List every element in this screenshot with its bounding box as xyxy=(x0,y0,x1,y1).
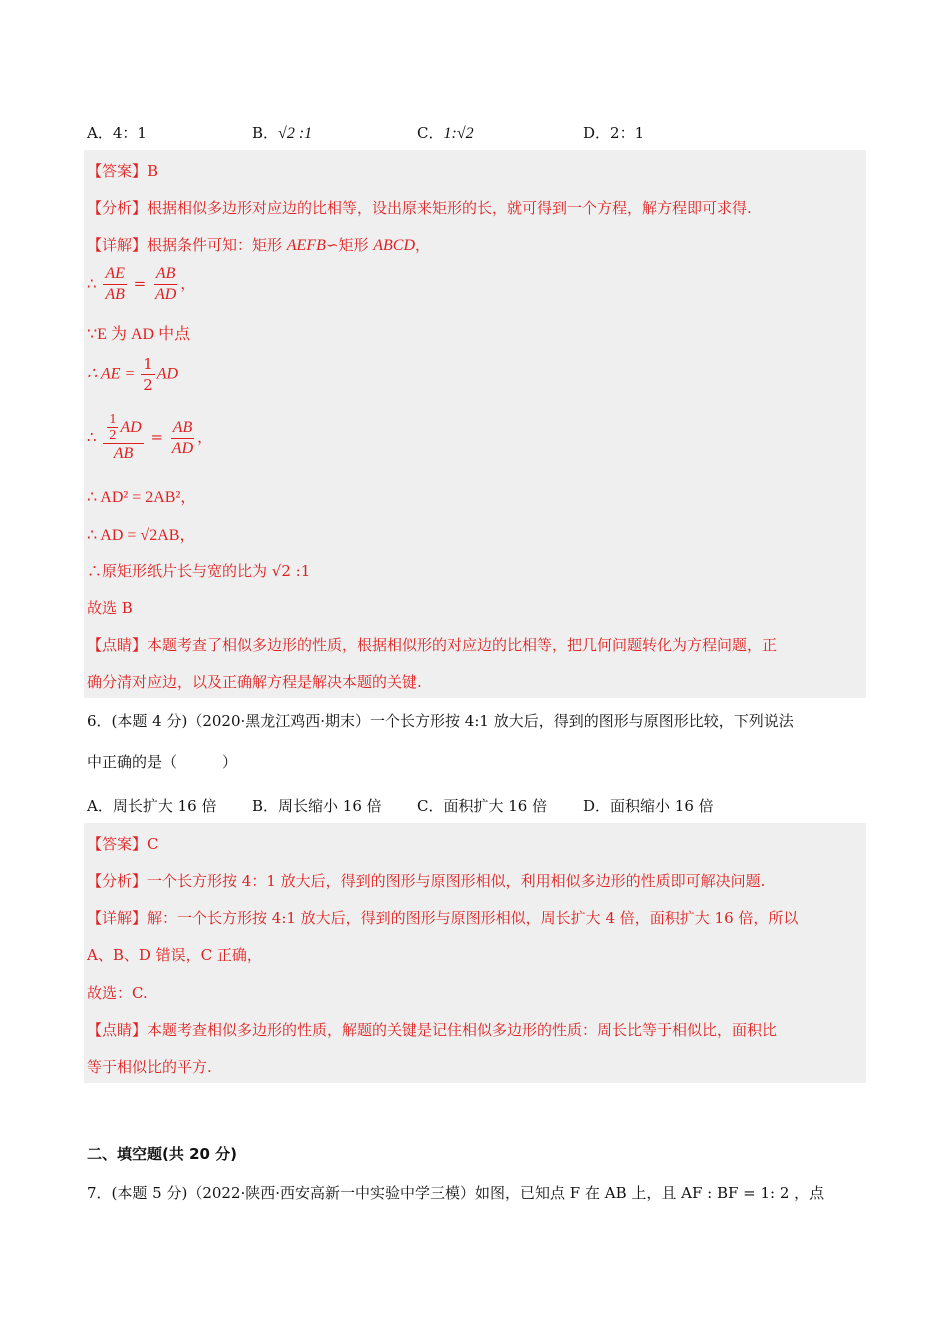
equals-sign: = xyxy=(150,428,164,446)
therefore-symbol: ∴ xyxy=(87,274,97,293)
q5-option-c-prefix: C． xyxy=(417,124,444,142)
q6-analysis: 【分析】一个长方形按 4：1 放大后，得到的图形与原图形相似，利用相似多边形的性质即可解决问题. xyxy=(87,872,766,890)
q5-detail-math-1: AEFB xyxy=(286,237,326,254)
q5-detail-sim: ∽矩形 xyxy=(325,236,374,254)
q6-option-d: D．面积缩小 16 倍 xyxy=(583,797,714,815)
q6-option-b: B．周长缩小 16 倍 xyxy=(252,797,382,815)
q5-analysis: 【分析】根据相似多边形对应边的比相等，设出原来矩形的长，就可得到一个方程，解方程即可求得. xyxy=(87,199,752,217)
equals-sign: = xyxy=(133,274,147,293)
q5-option-d: D．2：1 xyxy=(583,124,645,142)
denominator: AD xyxy=(171,439,194,457)
q5-option-b-prefix: B． xyxy=(252,124,279,142)
q6-stem-line-2: 中正确的是（ ） xyxy=(87,753,238,771)
q5-step3 xyxy=(87,354,178,395)
q5-option-c xyxy=(417,122,474,143)
q5-option-b xyxy=(252,122,312,143)
q7-stem-line-1: 7．(本题 5 分)（2022·陕西·西安高新一中实验中学三模）如图，已知点 F 在 AB 上，且 AF : BF = 1: 2 ，点 xyxy=(87,1184,825,1202)
q5-detail-math-2: ABCD xyxy=(373,237,415,254)
q6-detail-line-1: 【详解】解：一个长方形按 4:1 放大后，得到的图形与原图形相似，周长扩大 4 倍，面积扩大 16 倍，所以 xyxy=(87,909,799,927)
q6-comment-line-2: 等于相似比的平方. xyxy=(87,1058,212,1076)
q5-step5: ∴ AD² = 2AB²， xyxy=(87,489,197,506)
comma: ， xyxy=(197,428,213,446)
q6-option-c: C．面积扩大 16 倍 xyxy=(417,797,548,815)
q6-option-a: A．周长扩大 16 倍 xyxy=(87,797,217,815)
fraction-ab-ad xyxy=(170,418,195,459)
denominator: AB xyxy=(113,445,134,462)
q6-choose: 故选：C. xyxy=(87,984,148,1002)
q5-comment-line-1: 【点睛】本题考查了相似多边形的性质，根据相似形的对应边的比相等，把几何问题转化为方程问题，正 xyxy=(87,636,778,654)
numerator-ad: AD xyxy=(120,418,142,436)
denominator: AB xyxy=(105,286,125,303)
q5-step6: ∴ AD = √2AB， xyxy=(87,527,196,544)
inner-denominator: 2 xyxy=(109,428,117,443)
denominator: AD xyxy=(155,286,177,303)
numerator: 1 xyxy=(143,355,153,373)
q6-detail-line-2: A、B、D 错误，C 正确， xyxy=(87,946,262,964)
fraction-ae-ab xyxy=(103,264,127,305)
q5-answer: 【答案】B xyxy=(87,162,159,180)
q6-stem-line-1: 6．(本题 4 分)（2020·黑龙江鸡西·期末）一个长方形按 4:1 放大后，得到的图形与原图形比较，下列说法 xyxy=(87,712,794,730)
q5-choose: 故选 B xyxy=(87,599,133,617)
fraction-half xyxy=(141,354,155,395)
q6-answer: 【答案】C xyxy=(87,835,159,853)
q5-step2: ∵E 为 AD 中点 xyxy=(87,326,191,343)
fraction-ab-ad xyxy=(153,264,178,305)
numerator xyxy=(103,412,143,444)
therefore-symbol: ∴ xyxy=(87,428,97,446)
q5-detail-prefix: 【详解】根据条件可知：矩形 xyxy=(87,236,287,254)
inner-fraction xyxy=(107,412,118,443)
q5-detail xyxy=(87,234,430,255)
step3-prefix: ∴ AE = xyxy=(87,365,140,383)
section-title: 二、填空题(共 20 分) xyxy=(87,1145,238,1163)
q5-step7: ∴原矩形纸片长与宽的比为 √2 :1 xyxy=(87,562,311,580)
q5-detail-suffix: ， xyxy=(415,236,431,254)
q5-comment-line-2: 确分清对应边，以及正确解方程是解决本题的关键. xyxy=(87,673,422,691)
inner-numerator: 1 xyxy=(109,412,117,427)
q5-option-b-math: √2 :1 xyxy=(278,125,313,142)
numerator: AE xyxy=(103,264,127,285)
fraction-half-ad-over-ab xyxy=(103,412,143,464)
numerator: AB xyxy=(154,264,178,285)
denominator: 2 xyxy=(143,376,153,394)
step3-suffix: AD xyxy=(156,365,179,383)
q5-step4 xyxy=(87,412,212,464)
q5-step1 xyxy=(87,264,195,305)
q5-option-c-math: 1:√2 xyxy=(443,125,474,142)
comma: ， xyxy=(180,274,196,293)
q5-option-a: A．4：1 xyxy=(87,124,147,142)
q5-answer-box xyxy=(84,150,866,698)
q6-comment-line-1: 【点睛】本题考查相似多边形的性质，解题的关键是记住相似多边形的性质：周长比等于相似比，面积比 xyxy=(87,1021,778,1039)
q6-answer-box xyxy=(84,823,866,1083)
numerator: AB xyxy=(171,418,195,439)
